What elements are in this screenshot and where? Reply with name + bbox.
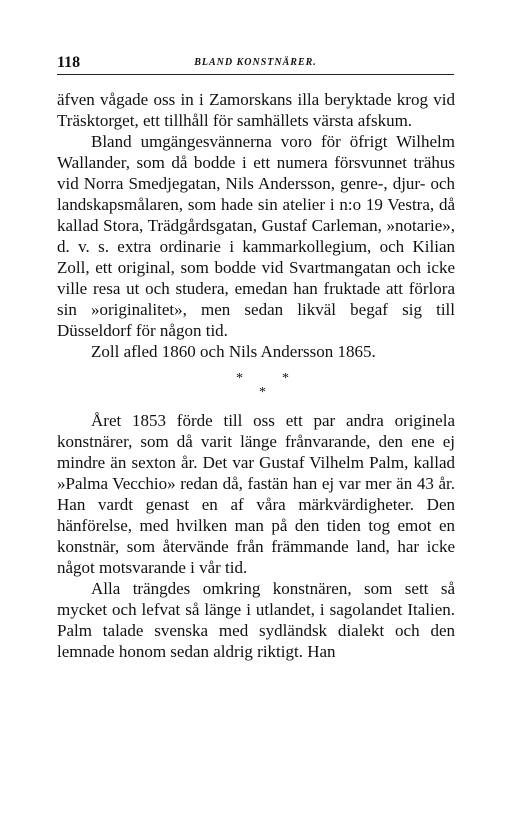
paragraph-continuation: äfven vågade oss in i Zamorskans illa beryktade krog vid Träsktorget, ett tillhåll för samhällets värsta afskum. <box>57 90 455 130</box>
section-separator <box>57 362 455 410</box>
paragraph-acquaintances: Bland umgängesvännerna voro för öfrigt Wilhelm Wallander, som då bodde i ett numera försvunnet trähus vid Norra Smedjegatan, Nils Andersson, genre-, djur- och landskapsmålaren, som hade sin atelier i n:o 19 Vestra, då kallad Stora, Trädgårdsgatan, Gustaf Carleman, »notarie», d. v. s. extra ordinarie i kammarkollegium, och Kilian Zoll, ett original, som bodde vid Svartmangatan och icke ville resa ut och studera, emedan han fruktade att förlora sin »originalitet», men sedan likväl begaf sig till Düsseldorf för någon tid. <box>57 132 455 340</box>
separator-star: * <box>259 385 266 400</box>
separator-star: * <box>282 371 289 386</box>
separator-star: * <box>236 371 243 386</box>
paragraph-palm-return: Året 1853 förde till oss ett par andra originela konstnärer, som då varit länge frånvarande, den ene ej mindre än sexton år. Det var Gustaf Vilhelm Palm, kallad »Palma Vecchio» redan då, fastän han ej var mer än 43 år. Han vardt genast en af våra märkvärdigheter. Den hänförelse, med hvilken man på den tiden tog emot en konstnär, som återvände från främmande land, har icke något motsvarande i vår tid. <box>57 411 455 577</box>
page-number: 118 <box>57 54 81 71</box>
running-title: BLAND KONSTNÄRER. <box>194 57 317 68</box>
paragraph-palm-italy: Alla trängdes omkring konstnären, som sett så mycket och lefvat så länge i utlandet, i sagolandet Italien. Palm talade svenska med sydländsk dialekt och den lemnade honom sedan aldrig riktigt. Han <box>57 579 455 661</box>
body-text <box>57 89 455 662</box>
paragraph-deaths: Zoll afled 1860 och Nils Andersson 1865. <box>91 342 376 361</box>
page-header <box>57 52 454 75</box>
